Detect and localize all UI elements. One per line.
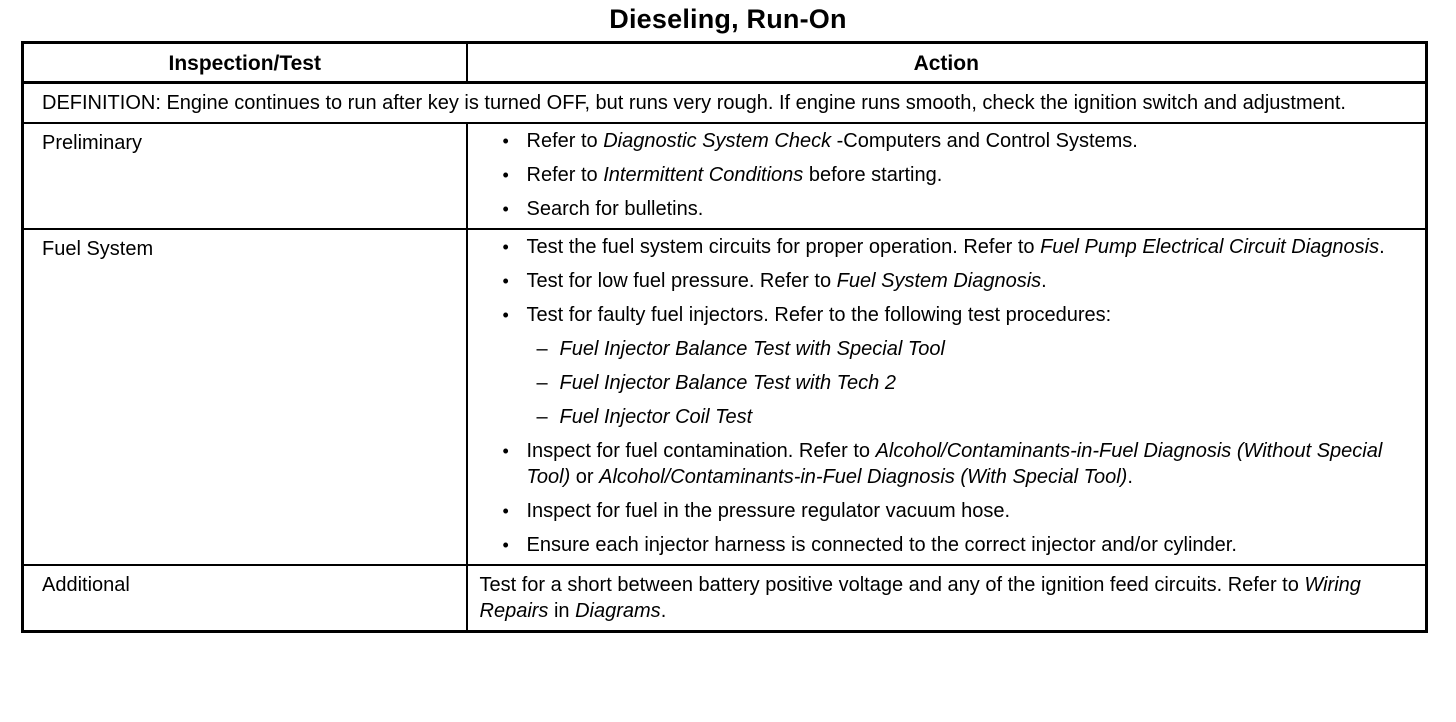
list-item: • Test for faulty fuel injectors. Refer to the following test procedures: – Fuel Injector Balance Test with Special Tool – Fuel Injector Balance Test with Tech 2 – Fuel Injector Coil Test [468,302,1416,430]
bullet-icon: • [502,131,509,151]
list-item: • Test the fuel system circuits for proper operation. Refer to Fuel Pump Electrical Circuit Diagnosis. [502,236,1385,258]
list-item: • Search for bulletins. [502,198,704,220]
list-item: • Inspect for fuel contamination. Refer to Alcohol/Contaminants-in-Fuel Diagnosis (Without Special Tool) or Alcohol/Contaminants-in-Fuel Diagnosis (With Special Tool). [502,440,1383,488]
preliminary-actions [467,123,1427,229]
bullet-icon: • [502,199,509,219]
bullet-icon: • [502,441,509,461]
dash-icon: – [536,372,548,394]
dash-icon: – [536,338,548,360]
sub-list-item: – Fuel Injector Balance Test with Tech 2 [536,372,896,394]
definition-row [23,83,1427,124]
bullet-icon: • [502,305,509,325]
table-row-additional [23,565,1427,632]
list-item: • Ensure each injector harness is connected to the correct injector and/or cylinder. [502,534,1237,556]
section-label-fuel-system: Fuel System [23,229,467,565]
bullet-icon: • [502,165,509,185]
list-item: • Test for low fuel pressure. Refer to Fuel System Diagnosis. [502,270,1047,292]
page-title: Dieseling, Run-On [609,4,847,34]
table-header-row [23,43,1427,83]
table-row-fuel-system [23,229,1427,565]
bullet-icon: • [502,501,509,521]
column-header-action: Action [467,43,1427,83]
sub-list-item: – Fuel Injector Coil Test [536,406,753,428]
table-row-preliminary [23,123,1427,229]
bullet-icon: • [502,535,509,555]
section-label-additional: Additional [23,565,467,632]
bullet-icon: • [502,237,509,257]
list-item: • Refer to Intermittent Conditions before starting. [502,164,943,186]
dash-icon: – [536,406,548,428]
bullet-icon: • [502,271,509,291]
diagnostic-table [21,41,1428,633]
additional-action-text: Test for a short between battery positive voltage and any of the ignition feed circuits. Refer to Wiring Repairs in Diagrams. [467,565,1427,632]
sub-list-item: – Fuel Injector Balance Test with Special Tool [536,338,945,360]
column-header-inspection: Inspection/Test [23,43,467,83]
section-label-preliminary: Preliminary [23,123,467,229]
list-item: • Inspect for fuel in the pressure regulator vacuum hose. [502,500,1011,522]
fuel-system-actions [467,229,1427,565]
definition-text: DEFINITION: Engine continues to run after key is turned OFF, but runs very rough. If engine runs smooth, check the ignition switch and adjustment. [23,83,1427,124]
list-item: • Refer to Diagnostic System Check -Computers and Control Systems. [502,130,1138,152]
